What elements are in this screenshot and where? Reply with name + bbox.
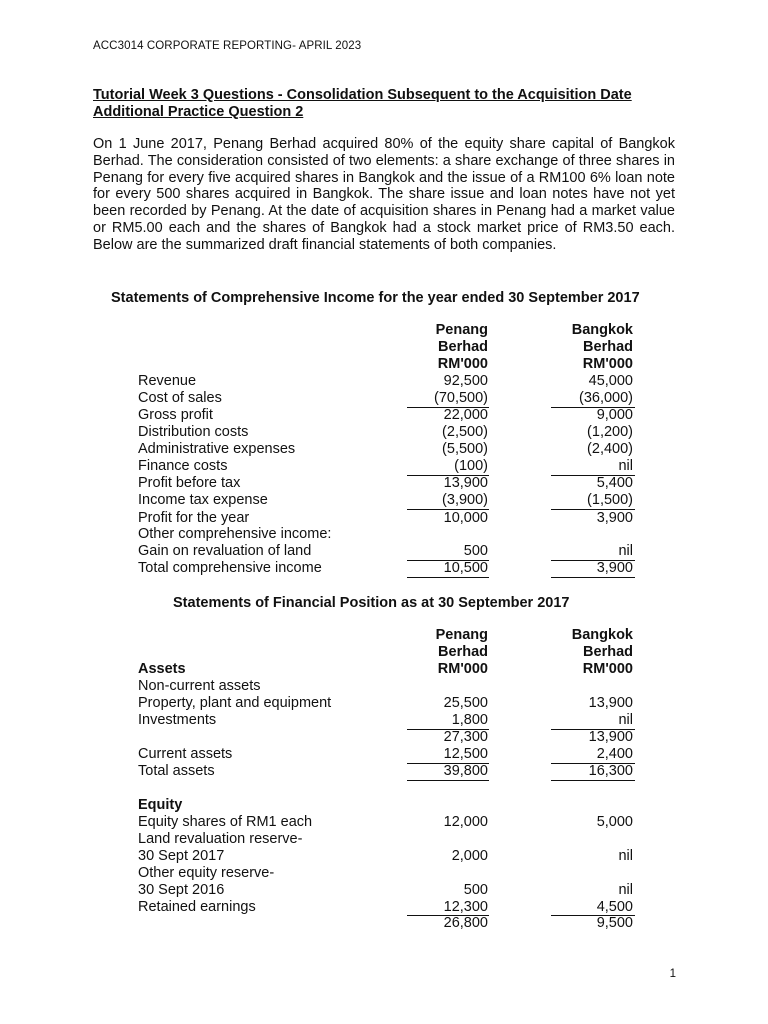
document-header: ACC3014 CORPORATE REPORTING- APRIL 2023: [93, 40, 362, 52]
row-label: Land revaluation reserve-: [138, 831, 303, 847]
penang-value: 13,900: [443, 475, 488, 491]
position-bangkok-header: Berhad: [583, 644, 633, 660]
penang-value: 500: [463, 543, 488, 559]
bangkok-value: (2,400): [587, 441, 633, 457]
row-label: 30 Sept 2017: [138, 848, 225, 864]
bangkok-value: 9,500: [596, 915, 633, 931]
row-label: Total assets: [138, 763, 215, 779]
bangkok-value: 2,400: [596, 746, 633, 762]
row-label: Total comprehensive income: [138, 560, 322, 576]
position-penang-header: RM'000: [437, 661, 488, 677]
row-label: Current assets: [138, 746, 233, 762]
page-number: 1: [669, 968, 676, 980]
total-rule: [551, 577, 635, 578]
income-row: [0, 475, 768, 492]
bangkok-value: nil: [618, 882, 633, 898]
income-statement-heading: Statements of Comprehensive Income for the year ended 30 September 2017: [111, 290, 640, 306]
row-label: Non-current assets: [138, 678, 261, 694]
penang-value: (100): [454, 458, 488, 474]
row-label: Cost of sales: [138, 390, 222, 406]
penang-value: 500: [463, 882, 488, 898]
income-bangkok-header: Bangkok: [571, 322, 633, 338]
penang-value: 26,800: [443, 915, 488, 931]
row-label: Other equity reserve-: [138, 865, 275, 881]
income-row: [0, 560, 768, 577]
penang-value: (5,500): [442, 441, 488, 457]
position-row: [0, 882, 768, 899]
bangkok-value: 5,000: [596, 814, 633, 830]
position-row: [0, 848, 768, 865]
penang-value: 12,300: [443, 899, 488, 915]
bangkok-value: 9,000: [596, 407, 633, 423]
row-label: Profit before tax: [138, 475, 241, 491]
bangkok-value: nil: [618, 543, 633, 559]
row-label: Retained earnings: [138, 899, 256, 915]
bangkok-value: 3,900: [596, 510, 633, 526]
income-penang-header: Penang: [435, 322, 488, 338]
total-rule: [407, 577, 489, 578]
income-row: [0, 424, 768, 441]
position-row: [0, 729, 768, 746]
penang-value: 22,000: [443, 407, 488, 423]
position-col-header-3: [0, 661, 768, 678]
bangkok-value: 16,300: [588, 763, 633, 779]
income-col-header-1: [0, 322, 768, 339]
position-row: [0, 865, 768, 882]
income-col-header-3: [0, 356, 768, 373]
penang-value: (70,500): [433, 390, 488, 406]
income-row: [0, 458, 768, 475]
row-label: Finance costs: [138, 458, 228, 474]
income-row: [0, 407, 768, 424]
penang-value: 92,500: [443, 373, 488, 389]
row-label: Distribution costs: [138, 424, 249, 440]
tutorial-title: [93, 87, 632, 121]
title-line-1: Tutorial Week 3 Questions - Consolidation Subsequent to the Acquisition Date: [93, 87, 632, 103]
position-row: [0, 678, 768, 695]
income-penang-header: RM'000: [437, 356, 488, 372]
row-label: Administrative expenses: [138, 441, 296, 457]
position-row: [0, 831, 768, 848]
penang-value: 12,000: [443, 814, 488, 830]
position-col-header-2: [0, 644, 768, 661]
equity-heading: Equity: [138, 797, 183, 813]
penang-value: 27,300: [443, 729, 488, 745]
position-bangkok-header: Bangkok: [571, 627, 633, 643]
bangkok-value: (36,000): [578, 390, 633, 406]
bangkok-value: nil: [618, 458, 633, 474]
row-label: Gross profit: [138, 407, 213, 423]
income-penang-header: Berhad: [438, 339, 488, 355]
income-row: [0, 492, 768, 509]
income-bangkok-header: Berhad: [583, 339, 633, 355]
position-row: [0, 899, 768, 916]
income-row: [0, 510, 768, 527]
total-rule: [551, 780, 635, 781]
bangkok-value: (1,500): [587, 492, 633, 508]
bangkok-value: 13,900: [588, 695, 633, 711]
bangkok-value: 45,000: [588, 373, 633, 389]
position-row: [0, 814, 768, 831]
question-paragraph: On 1 June 2017, Penang Berhad acquired 80% of the equity share capital of Bangkok Berhad. The consideration consisted of two elements: a share exchange of three shares in Penang for every five acquired shares in Bangkok and the issue of a RM100 6% loan note for every 500 shares acquired in Bangkok. The share issue and loan notes have not yet been recorded by Penang. At the date of acquisition shares in Penang had a market value or RM5.00 each and the shares of Bangkok had a stock market price of RM3.50 each. Below are the summarized draft financial statements of both companies.: [93, 136, 675, 253]
row-label: Profit for the year: [138, 510, 250, 526]
total-rule: [407, 780, 489, 781]
bangkok-value: 5,400: [596, 475, 633, 491]
position-row: [0, 915, 768, 932]
penang-value: 25,500: [443, 695, 488, 711]
position-row: [0, 712, 768, 729]
position-penang-header: Berhad: [438, 644, 488, 660]
income-row: [0, 543, 768, 560]
bangkok-value: (1,200): [587, 424, 633, 440]
penang-value: (3,900): [442, 492, 488, 508]
penang-value: 1,800: [451, 712, 488, 728]
bangkok-value: 13,900: [588, 729, 633, 745]
position-col-header-1: [0, 627, 768, 644]
penang-value: 2,000: [451, 848, 488, 864]
position-row: [0, 763, 768, 780]
position-row: [0, 746, 768, 763]
income-row: [0, 373, 768, 390]
position-bangkok-header: RM'000: [582, 661, 633, 677]
bangkok-value: nil: [618, 712, 633, 728]
position-row: [0, 797, 768, 814]
row-label: 30 Sept 2016: [138, 882, 225, 898]
row-label: Investments: [138, 712, 217, 728]
row-label: Equity shares of RM1 each: [138, 814, 313, 830]
penang-value: (2,500): [442, 424, 488, 440]
financial-position-heading: Statements of Financial Position as at 30 September 2017: [173, 595, 570, 611]
position-penang-header: Penang: [435, 627, 488, 643]
income-col-header-2: [0, 339, 768, 356]
income-bangkok-header: RM'000: [582, 356, 633, 372]
income-row: [0, 390, 768, 407]
row-label: Revenue: [138, 373, 197, 389]
income-row: [0, 526, 768, 543]
row-label: Property, plant and equipment: [138, 695, 332, 711]
bangkok-value: 4,500: [596, 899, 633, 915]
row-label: Income tax expense: [138, 492, 268, 508]
penang-value: 12,500: [443, 746, 488, 762]
income-row: [0, 441, 768, 458]
bangkok-value: 3,900: [596, 560, 633, 576]
row-label: Gain on revaluation of land: [138, 543, 312, 559]
bangkok-value: nil: [618, 848, 633, 864]
row-label: Other comprehensive income:: [138, 526, 332, 542]
penang-value: 10,500: [443, 560, 488, 576]
penang-value: 10,000: [443, 510, 488, 526]
position-row: [0, 695, 768, 712]
penang-value: 39,800: [443, 763, 488, 779]
title-line-2: Additional Practice Question 2: [93, 104, 304, 120]
assets-heading: Assets: [138, 661, 186, 677]
